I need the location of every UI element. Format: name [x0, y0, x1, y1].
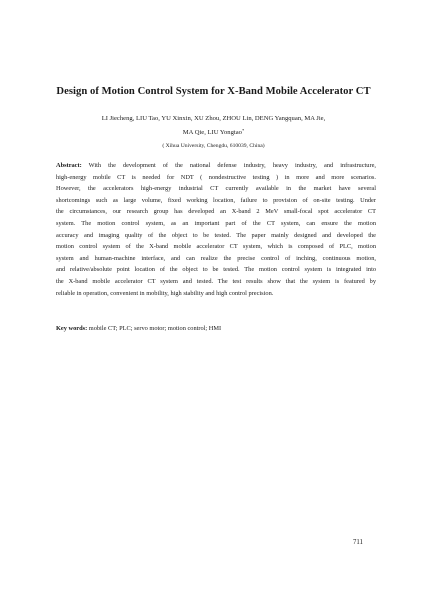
keywords-label: Key words:: [56, 325, 88, 332]
author-line-1: LI Jiecheng, LIU Tao, YU Xinxin, XU Zhou, ZHOU Lin, DENG Yangquan, MA Jie,: [101, 115, 326, 122]
author-line-2: [40, 125, 387, 139]
keywords: [56, 323, 376, 335]
abstract-line-8: motion control system of the X-band mobile accelerator CT system, which is composed of PLC, motion: [56, 243, 376, 251]
abstract-line-4: shortcomings such as large volume, fixed working location, failure to provision of on-site testing. Under: [56, 196, 376, 204]
abstract-line-9: system and human-machine interface, and can realize the precise control of inching, continuous motion,: [56, 254, 376, 262]
page-number: 711: [353, 539, 363, 546]
author-list: [40, 113, 387, 139]
abstract-line-2: high-energy mobile CT is needed for NDT ( nondestructive testing ) in more and more scenarios.: [56, 173, 376, 181]
abstract-line-1: [56, 160, 376, 172]
abstract-line-5: the circumstances, our research group has developed an X-band 2 MeV small-focal spot accelerator CT: [56, 208, 376, 216]
abstract-text: With the development of the national defense industry, heavy industry, and infrastructure,: [81, 162, 376, 169]
paper-title: Design of Motion Control System for X-Band Mobile Accelerator CT: [56, 86, 371, 97]
abstract-line-12: reliable in operation, convenient in mobility, high stability and high control precision.: [56, 289, 274, 297]
abstract-label: Abstract:: [56, 162, 82, 169]
abstract-line-3: However, the accelerators high-energy industrial CT currently available in the market have several: [56, 185, 376, 193]
keywords-text: mobile CT; PLC; servo motor; motion control; HMI: [87, 325, 222, 332]
corresponding-author-mark: *: [241, 128, 245, 133]
abstract-line-7: accuracy and imaging quality of the object to be tested. The paper mainly designed and developed the: [56, 231, 376, 239]
abstract-line-10: and relative/absolute point location of the object to be tested. The motion control system is integrated into: [56, 266, 376, 274]
abstract-line-11: the X-band mobile accelerator CT system and tested. The test results show that the system is featured by: [56, 278, 376, 286]
abstract: [56, 160, 376, 299]
author-line-2-text: MA Qie, LIU Yongtao: [182, 129, 242, 136]
abstract-line-6: system. The motion control system, as an important part of the CT system, can ensure the motion: [56, 220, 376, 228]
affiliation: ( Xihua University, Chengdu, 610039, China): [162, 143, 265, 149]
